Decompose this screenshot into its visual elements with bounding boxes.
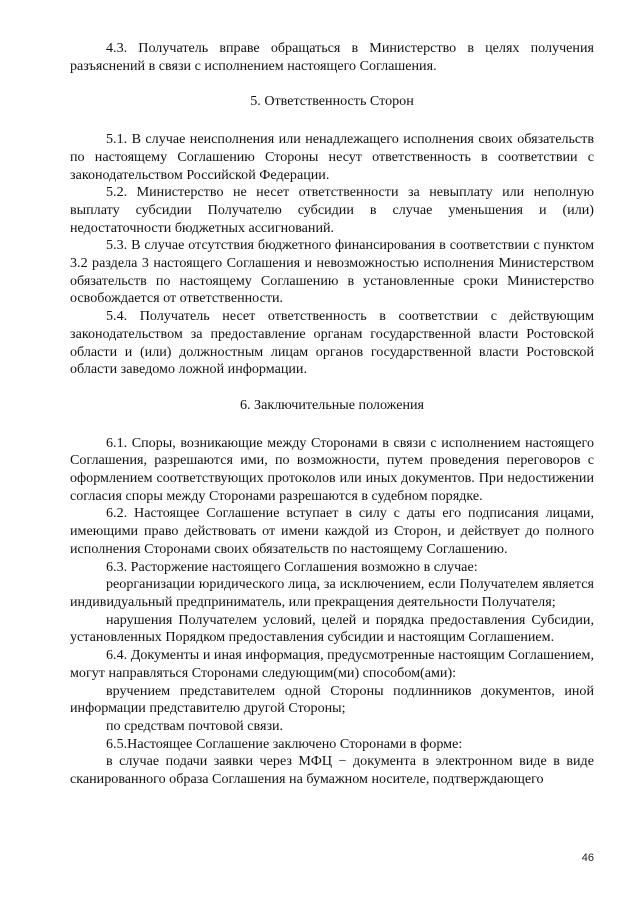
paragraph-6-1: 6.1. Споры, возникающие между Сторонами в связи с исполнением настоящего Соглашения, разрешаются ими, по возможности, путем проведения переговоров с оформлением соответствующих протоколов или иных документов. При недостижении согласия споры между Сторонами разрешаются в судебном порядке.: [70, 434, 594, 504]
paragraph-6-4-item-delivery: вручением представителем одной Стороны подлинников документов, иной информации представителю другой Стороны;: [70, 682, 594, 717]
paragraph-6-5-item-mfc: в случае подачи заявки через МФЦ − документа в электронном виде в виде сканированного образа Соглашения на бумажном носителе, подтверждающего: [70, 753, 594, 788]
document-body: [70, 40, 594, 789]
paragraph-5-2: 5.2. Министерство не несет ответственности за невыплату или неполную выплату субсидии Получателю субсидии в случае уменьшения и (или) недостаточности бюджетных ассигнований.: [70, 184, 594, 236]
page-number: 46: [581, 852, 594, 864]
section-6-heading: 6. Заключительные положения: [239, 396, 425, 413]
paragraph-6-5: 6.5.Настоящее Соглашение заключено Сторонами в форме:: [106, 735, 463, 752]
paragraph-4-3: 4.3. Получатель вправе обращаться в Министерство в целях получения разъяснений в связи с исполнением настоящего Соглашения.: [70, 40, 594, 74]
paragraph-6-4-item-post: по средствам почтовой связи.: [106, 717, 284, 734]
paragraph-6-4: 6.4. Документы и иная информация, предусмотренные настоящим Соглашением, могут направляться Сторонами следующим(ми) способом(ами):: [70, 647, 594, 681]
paragraph-6-3-item-violation: нарушения Получателем условий, целей и порядка предоставления Субсидии, установленных Порядком предоставления субсидии и настоящим Соглашением.: [70, 611, 594, 646]
section-5-heading: 5. Ответственность Сторон: [250, 93, 414, 110]
paragraph-5-3: 5.3. В случае отсутствия бюджетного финансирования в соответствии с пунктом 3.2 раздела 3 настоящего Соглашения и невозможностью исполнения Министерством обязательств по настоящему Соглашению в установленные сроки Министерство освобождается от ответственности.: [70, 237, 594, 307]
paragraph-6-2: 6.2. Настоящее Соглашение вступает в силу с даты его подписания лицами, имеющими право действовать от имени каждой из Сторон, и действует до полного исполнения Сторонами своих обязательств по настоящему Соглашению.: [70, 505, 594, 557]
paragraph-5-1: 5.1. В случае неисполнения или ненадлежащего исполнения своих обязательств по настоящему Соглашению Стороны несут ответственность в соответствии с законодательством Российской Федерации.: [70, 131, 594, 183]
paragraph-6-3-item-reorganization: реорганизации юридического лица, за исключением, если Получателем является индивидуальный предприниматель, или прекращения деятельности Получателя;: [70, 576, 594, 610]
paragraph-6-3: 6.3. Расторжение настоящего Соглашения возможно в случае:: [106, 558, 478, 575]
paragraph-5-4: 5.4. Получатель несет ответственность в соответствии с действующим законодательством за предоставление органам государственной власти Ростовской области и (или) должностным лицам органов государственной власти Ростовской области заведомо ложной информации.: [70, 308, 594, 378]
